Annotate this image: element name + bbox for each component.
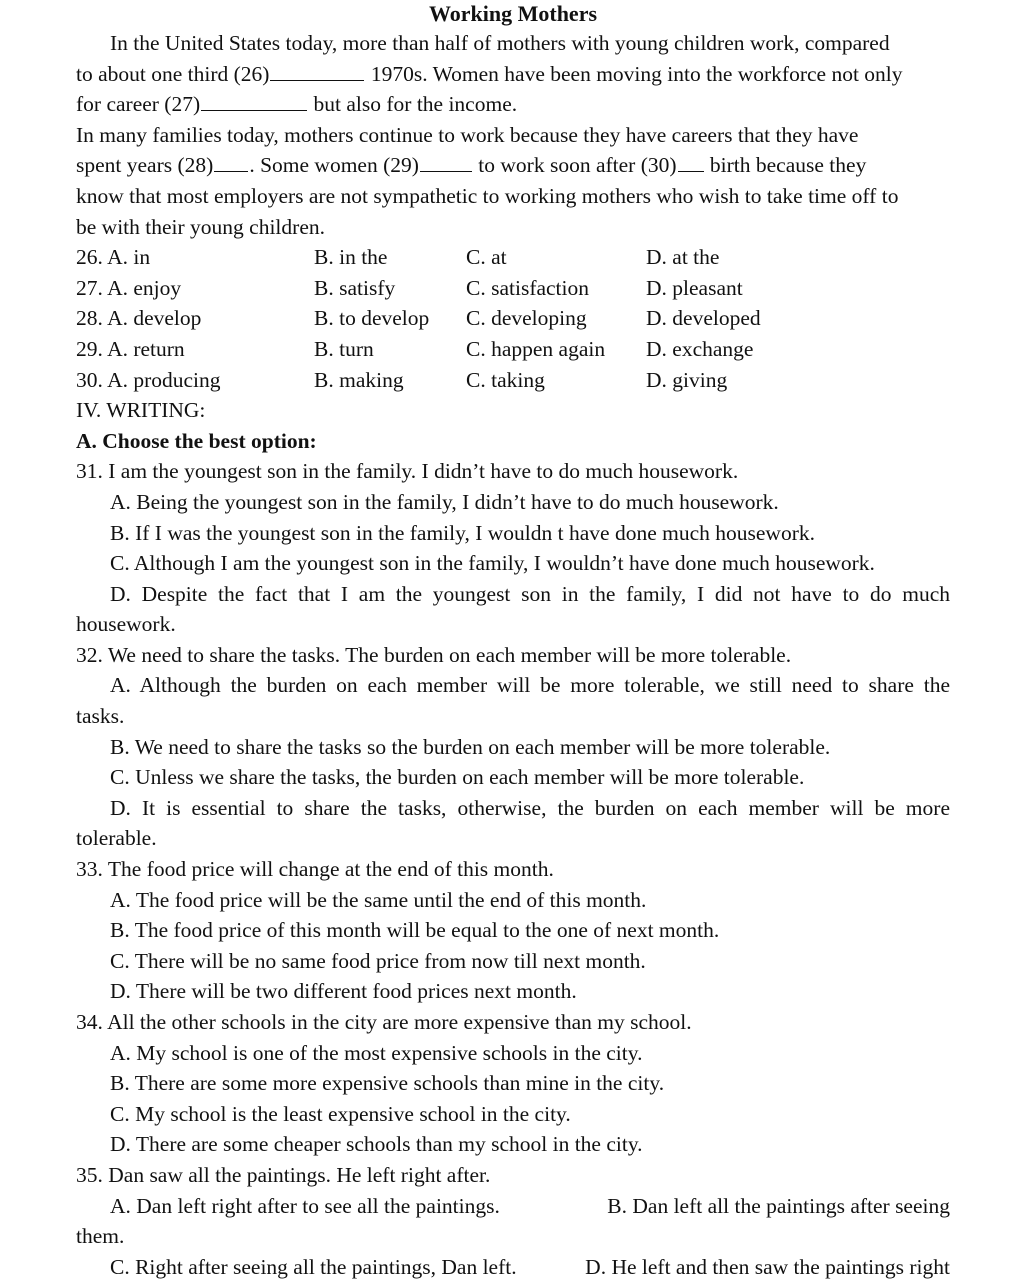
passage-line: know that most employers are not sympathetic to working mothers who wish to take time off to [76,183,899,208]
passage-line: to about one third (26) 1970s. Women have been moving into the workforce not only [76,61,903,86]
answer-row-cd [76,1252,950,1282]
option-row-30 [76,365,950,396]
option-b[interactable]: B. making [314,367,404,392]
question-34 [76,1007,950,1160]
blank-26[interactable] [270,62,364,81]
answer-option-a[interactable]: A. Dan left right after to see all the paintings. [110,1193,500,1218]
answer-option-c[interactable]: C. Right after seeing all the paintings, Dan left. [110,1254,517,1279]
answer-option-a[interactable]: A. My school is one of the most expensive schools in the city. [110,1040,643,1065]
option-a[interactable]: 30. A. producing [76,367,221,392]
question-stem: 33. The food price will change at the end of this month. [76,857,554,882]
option-c[interactable]: C. satisfaction [466,275,590,300]
blank-30[interactable] [678,153,704,172]
option-d[interactable]: D. pleasant [646,275,743,300]
answer-option-a[interactable]: A. Being the youngest son in the family, I didn’t have to do much housework. [110,489,779,514]
option-a[interactable]: 28. A. develop [76,306,202,331]
option-d[interactable]: D. giving [646,367,728,392]
option-row-27 [76,273,950,304]
answer-option-d[interactable]: D. He left and then saw the paintings right [585,1254,950,1279]
blank-27[interactable] [201,92,307,111]
question-stem: 34. All the other schools in the city are more expensive than my school. [76,1010,692,1034]
option-c[interactable]: C. at [466,245,507,270]
answer-option-c[interactable]: C. Although I am the youngest son in the family, I wouldn’t have done much housework. [110,551,875,576]
option-row-29 [76,334,950,365]
option-a[interactable]: 26. A. in [76,245,151,270]
option-c[interactable]: C. developing [466,306,587,331]
question-31 [76,456,950,640]
answer-option-b-continued: them. [76,1224,125,1249]
question-stem: 32. We need to share the tasks. The burden on each member will be more tolerable. [76,642,792,667]
passage-line: In the United States today, more than half of mothers with young children work, compared [110,31,890,55]
question-35 [76,1160,950,1282]
question-32 [76,640,950,854]
passage-line: for career (27) but also for the income. [76,92,518,117]
option-a[interactable]: 27. A. enjoy [76,275,182,300]
answer-option-c[interactable]: C. My school is the least expensive school in the city. [110,1101,571,1126]
option-d[interactable]: D. developed [646,306,761,331]
option-b[interactable]: B. satisfy [314,275,396,300]
answer-option-d[interactable]: D. It is essential to share the tasks, otherwise, the burden on each member will be more [110,795,950,820]
worksheet-page [76,0,950,1282]
answer-option-d[interactable]: D. There will be two different food prices next month. [110,979,577,1004]
reading-passage [76,28,950,242]
answer-option-b[interactable]: B. There are some more expensive schools than mine in the city. [110,1071,665,1096]
answer-option-a[interactable]: A. Although the burden on each member will be more tolerable, we still need to share the [110,673,950,698]
page-title: Working Mothers [428,1,598,26]
blank-28[interactable] [214,153,248,172]
option-c[interactable]: C. taking [466,367,545,392]
passage-line: spent years (28) . Some women (29) to work soon after (30) birth because they [76,153,867,178]
answer-option-b[interactable]: B. Dan left all the paintings after seeing [607,1193,950,1218]
option-d[interactable]: D. at the [646,245,720,270]
question-stem: 31. I am the youngest son in the family. I didn’t have to do much housework. [76,459,739,484]
option-b[interactable]: B. in the [314,245,388,270]
option-row-28 [76,303,950,334]
question-stem: 35. Dan saw all the paintings. He left right after. [76,1162,491,1187]
cloze-options [76,242,950,395]
blank-29[interactable] [420,153,472,172]
answer-option-b[interactable]: B. If I was the youngest son in the family, I wouldn t have done much housework. [110,520,815,545]
answer-option-d[interactable]: D. Despite the fact that I am the youngest son in the family, I did not have to do much [110,581,950,606]
passage-line: be with their young children. [76,214,325,239]
option-c[interactable]: C. happen again [466,336,606,361]
option-d[interactable]: D. exchange [646,336,754,361]
answer-option-b[interactable]: B. We need to share the tasks so the burden on each member will be more tolerable. [110,734,831,759]
question-33 [76,854,950,1007]
option-b[interactable]: B. to develop [314,306,430,331]
passage-line: In many families today, mothers continue to work because they have careers that they have [76,122,859,147]
answer-option-b[interactable]: B. The food price of this month will be equal to the one of next month. [110,918,720,943]
option-row-26 [76,242,950,273]
option-b[interactable]: B. turn [314,336,374,361]
answer-option-c[interactable]: C. Unless we share the tasks, the burden on each member will be more tolerable. [110,765,805,790]
answer-row-ab [76,1191,950,1222]
answer-option-a-continued: tasks. [76,704,125,729]
answer-option-a[interactable]: A. The food price will be the same until the end of this month. [110,887,647,912]
answer-option-d[interactable]: D. There are some cheaper schools than my school in the city. [110,1132,643,1157]
subsection-heading: A. Choose the best option: [76,428,317,453]
option-a[interactable]: 29. A. return [76,336,185,361]
answer-option-d-continued: housework. [76,612,176,637]
section-heading: IV. WRITING: [76,398,206,423]
answer-option-c[interactable]: C. There will be no same food price from now till next month. [110,948,646,973]
answer-option-d-continued: tolerable. [76,826,157,851]
